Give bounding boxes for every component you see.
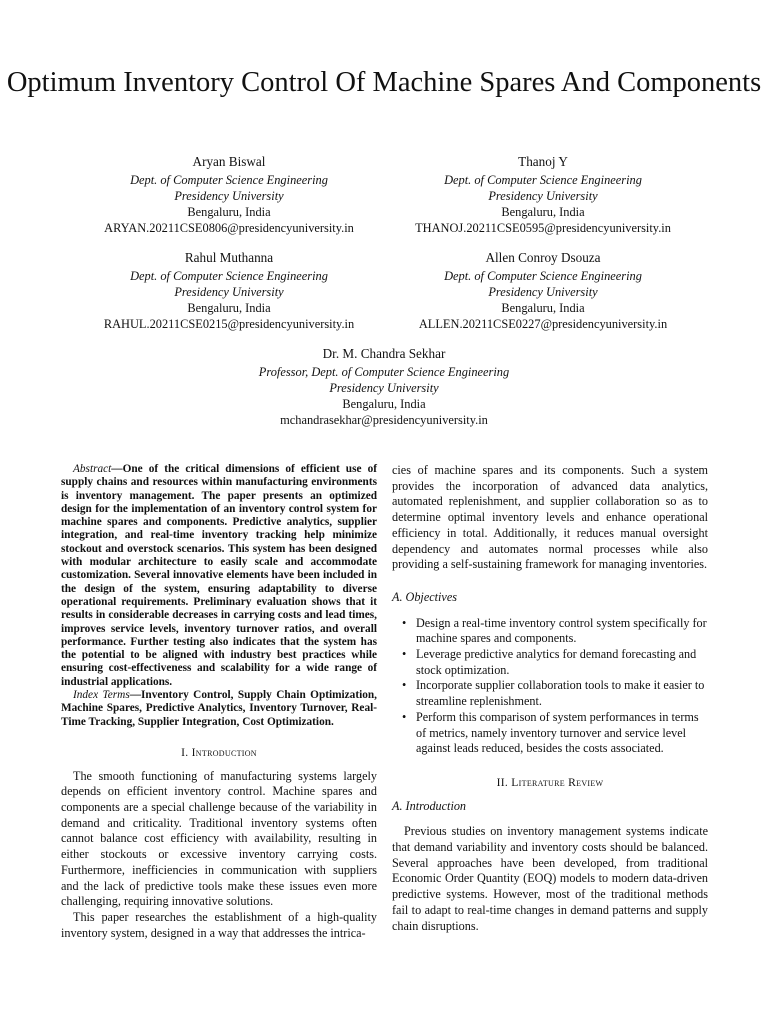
list-item [402,709,708,757]
list-item [402,615,708,647]
author-dept: Dept. of Computer Science Engineering [130,269,328,283]
author-dept: Dept. of Computer Science Engineering [130,173,328,187]
bullet-icon: • [402,647,407,662]
index-terms-text: —Inventory Control, Supply Chain Optimization, Machine Spares, Predictive Analytics, Inventory Turnover, Real-Time Tracking, Supplier Integration, Cost Optimization. [61,689,377,728]
bullet-icon: • [402,678,407,693]
author-dept: Dept. of Computer Science Engineering [444,269,642,283]
author-dept: Professor, Dept. of Computer Science Engineering [258,365,510,379]
list-item [402,647,708,678]
abstract-lead: Abstract [73,463,112,475]
subsection-heading-objectives: A. Objectives [392,589,457,604]
author-dept: Dept. of Computer Science Engineering [444,173,642,187]
author-name: Dr. M. Chandra Sekhar [322,346,446,361]
author-name: Allen Conroy Dsouza [485,250,601,265]
paragraph-continued-text: cies of machine spares and its components. Such a system provides the incorporation of advanced data analytics, automated replenishment, and supplier collaboration so as to determine optimal inventory levels and enhance operational efficiency in total. Additionally, it reduces manual oversight dependency and automates normal processes while also providing a self-sustaining framework for managing inventories. [392,463,708,572]
author-block [384,250,702,332]
list-item-text: Perform this comparison of system performances in terms of metrics, namely inventory turnover and service level against leads reduced, besides the costs associated. [416,709,699,756]
abstract-text: —One of the critical dimensions of efficient use of supply chains and resources within manufacturing environments is inventory management. The paper presents an optimized design for the implementation of an inventory control system for machine spares and components. Predictive analytics, supplier integration, and real-time inventory tracking help minimize stockout and overstock scenarios. This system has been designed with modular architecture to easily scale and accommodate customization. Several innovative elements have been included in the design of the system, ensuring adaptability to diverse operational requirements. Preliminary evaluation shows that it results in considerable decreases in carrying costs and lead times, improves service levels, inventory turnover ratios, and overall performance. Further testing also indicates that the system has the potential to be aligned with industry best practices while ensuring cost-effectiveness and scalability for a wide range of industrial applications. [61,463,377,688]
author-block [384,154,702,236]
author-email: mchandrasekhar@presidencyuniversity.in [280,413,488,427]
author-name: Thanoj Y [518,154,568,169]
author-block [84,154,374,236]
list-item-text: Design a real-time inventory control system specifically for machine spares and components. [416,615,707,646]
right-column [392,463,708,934]
author-city: Bengaluru, India [501,301,585,315]
author-email: ARYAN.20211CSE0806@presidencyuniversity.in [104,221,354,235]
objectives-list [392,616,708,757]
author-city: Bengaluru, India [501,205,585,219]
abstract [61,463,377,689]
author-city: Bengaluru, India [342,397,426,411]
left-column [61,463,377,941]
list-item-text: Incorporate supplier collaboration tools to make it easier to streamline replenishment. [416,678,705,709]
author-block [84,250,374,332]
author-email: ALLEN.20211CSE0227@presidencyuniversity.in [418,317,668,331]
author-city: Bengaluru, India [187,301,271,315]
index-terms [61,689,377,729]
paragraph: Previous studies on inventory management systems indicate that demand variability and inventory costs should be balanced. Several approaches have been developed, from traditional Economic Order Quantity (EOQ) models to modern data-driven predictive systems. However, most of the traditional methods fail to adapt to real-time changes in demand patterns and supply chain disruptions. [392,824,708,933]
paragraph: This paper researches the establishment of a high-quality inventory system, designed in a way that addresses the intrica- [61,909,377,940]
index-terms-lead: Index Terms [73,689,130,702]
section-heading-introduction: I. Introduction [181,745,257,759]
paper-title: Optimum Inventory Control Of Machine Spares And Components [6,67,762,98]
paragraph-continued [392,463,708,573]
list-item [402,678,708,709]
author-city: Bengaluru, India [187,205,271,219]
bullet-icon: • [402,615,407,630]
paragraph: The smooth functioning of manufacturing systems largely depends on efficient inventory control. Machine spares and components are a special challenge because of the variability in demand and criticality. Traditional inventory systems often cannot balance cost efficiency with availability, resulting in either stockouts or excessive inventory carrying costs. Furthermore, inefficiencies in communication with suppliers and the lack of predictive tools make these issues even more challenging, requiring innovative solutions. [61,768,377,909]
author-university: Presidency University [488,189,598,203]
author-university: Presidency University [329,381,439,395]
author-email: RAHUL.20211CSE0215@presidencyuniversity.in [103,317,355,331]
author-email: THANOJ.20211CSE0595@presidencyuniversity.in [415,221,671,235]
section-heading-literature-review: II. Literature Review [496,775,604,789]
author-block [200,346,568,428]
bullet-icon: • [402,709,407,724]
author-name: Aryan Biswal [192,154,266,169]
subsection-heading-introduction: A. Introduction [392,798,467,813]
author-university: Presidency University [174,189,284,203]
author-university: Presidency University [174,285,284,299]
author-university: Presidency University [488,285,598,299]
author-name: Rahul Muthanna [184,250,274,265]
list-item-text: Leverage predictive analytics for demand forecasting and stock optimization. [416,647,697,677]
